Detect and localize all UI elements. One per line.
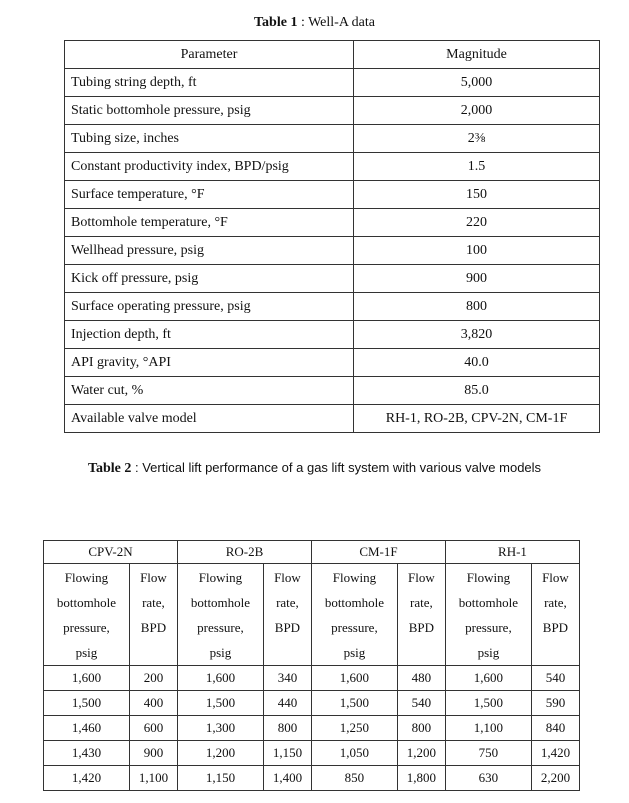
pressure-cell: 850 [311,766,397,791]
table2-caption-text: : Vertical lift performance of a gas lift system with various valve models [131,460,542,475]
pressure-cell: 1,200 [177,741,263,766]
table1-row [65,405,600,433]
valve-group-header-row [44,541,580,564]
magnitude-cell: 3,820 [354,321,600,349]
subheader-line: Flow [140,570,167,585]
flow-rate-cell: 800 [263,716,311,741]
pressure-cell: 750 [445,741,531,766]
flow-rate-cell: 600 [129,716,177,741]
subheader-line: rate, [544,595,567,610]
rate-subheader [531,564,579,666]
magnitude-cell: 220 [354,209,600,237]
group-header-cm-1f: CM-1F [311,541,445,564]
subheader-line: Flow [274,570,301,585]
subheader-line: pressure, [331,620,378,635]
magnitude-cell: 40.0 [354,349,600,377]
flow-rate-cell: 1,400 [263,766,311,791]
pressure-cell: 1,500 [177,691,263,716]
table1-body [65,69,600,433]
flow-rate-cell: 340 [263,666,311,691]
subheader-line: Flowing [466,570,511,585]
table1-row [65,377,600,405]
pressure-cell: 1,460 [44,716,130,741]
rate-subheader [397,564,445,666]
flow-rate-cell: 1,200 [397,741,445,766]
subheader-line: rate, [142,595,165,610]
table1-row [65,209,600,237]
flow-rate-cell: 480 [397,666,445,691]
subheader-line: pressure, [465,620,512,635]
table1-row [65,265,600,293]
magnitude-cell: 2⅜ [354,125,600,153]
magnitude-cell: 150 [354,181,600,209]
parameter-cell: Tubing size, inches [65,125,354,153]
pressure-cell: 1,150 [177,766,263,791]
pressure-cell: 1,100 [445,716,531,741]
rate-subheader [263,564,311,666]
subheader-line: pressure, [197,620,244,635]
table2-row [44,766,580,791]
pressure-cell: 1,500 [445,691,531,716]
subheader-line: bottomhole [56,595,117,610]
subheader-line: psig [75,645,98,660]
rate-subheader [129,564,177,666]
magnitude-cell: RH-1, RO-2B, CPV-2N, CM-1F [354,405,600,433]
table1-row [65,293,600,321]
group-header-cpv-2n: CPV-2N [44,541,178,564]
pressure-subheader [311,564,397,666]
magnitude-cell: 2,000 [354,97,600,125]
pressure-cell: 1,600 [311,666,397,691]
magnitude-cell: 5,000 [354,69,600,97]
subheader-line: BPD [542,620,569,635]
parameter-cell: Available valve model [65,405,354,433]
flow-rate-cell: 1,800 [397,766,445,791]
table1-header-row [65,41,600,69]
subheader-line: BPD [274,620,301,635]
pressure-cell: 1,500 [311,691,397,716]
flow-rate-cell: 400 [129,691,177,716]
table1-caption [0,15,629,31]
pressure-cell: 1,600 [445,666,531,691]
pressure-cell: 1,420 [44,766,130,791]
group-header-rh-1: RH-1 [445,541,579,564]
parameter-cell: Kick off pressure, psig [65,265,354,293]
table2-row [44,691,580,716]
table1-row [65,349,600,377]
table2-caption [0,460,629,477]
table1-row [65,321,600,349]
subheader-line: BPD [408,620,435,635]
table1-row [65,181,600,209]
flow-rate-cell: 440 [263,691,311,716]
parameter-cell: Bottomhole temperature, °F [65,209,354,237]
pressure-cell: 1,250 [311,716,397,741]
subheader-line: pressure, [63,620,110,635]
parameter-cell: Static bottomhole pressure, psig [65,97,354,125]
table1-caption-text: : Well-A data [297,15,375,30]
pressure-subheader [44,564,130,666]
subheader-line: Flowing [332,570,377,585]
magnitude-cell: 100 [354,237,600,265]
pressure-cell: 1,300 [177,716,263,741]
flow-rate-cell: 2,200 [531,766,579,791]
flow-rate-cell: 840 [531,716,579,741]
parameter-cell: Wellhead pressure, psig [65,237,354,265]
parameter-cell: API gravity, °API [65,349,354,377]
magnitude-cell: 1.5 [354,153,600,181]
subheader-line: Flow [542,570,569,585]
subheader-line: psig [343,645,366,660]
subheader-line: bottomhole [190,595,251,610]
subheader-line: rate, [410,595,433,610]
parameter-cell: Tubing string depth, ft [65,69,354,97]
subheader-line: rate, [276,595,299,610]
table1-row [65,153,600,181]
table2-row [44,716,580,741]
well-a-data-table [64,40,600,433]
subheader-line: Flow [408,570,435,585]
pressure-subheader [177,564,263,666]
column-subheader-row [44,564,580,666]
pressure-cell: 1,600 [177,666,263,691]
flow-rate-cell: 1,150 [263,741,311,766]
magnitude-cell: 900 [354,265,600,293]
flow-rate-cell: 900 [129,741,177,766]
table1-row [65,69,600,97]
subheader-line: psig [209,645,232,660]
parameter-cell: Surface temperature, °F [65,181,354,209]
parameter-header: Parameter [65,41,354,69]
parameter-cell: Surface operating pressure, psig [65,293,354,321]
parameter-cell: Injection depth, ft [65,321,354,349]
flow-rate-cell: 800 [397,716,445,741]
table1-row [65,125,600,153]
flow-rate-cell: 1,100 [129,766,177,791]
group-header-ro-2b: RO-2B [177,541,311,564]
subheader-line: Flowing [198,570,243,585]
table1-caption-label: Table 1 [254,15,298,30]
table1-row [65,97,600,125]
subheader-line: bottomhole [324,595,385,610]
parameter-cell: Water cut, % [65,377,354,405]
pressure-cell: 1,050 [311,741,397,766]
magnitude-cell: 800 [354,293,600,321]
pressure-cell: 630 [445,766,531,791]
table2-row [44,741,580,766]
vertical-lift-performance-table [43,540,580,791]
magnitude-cell: 85.0 [354,377,600,405]
parameter-cell: Constant productivity index, BPD/psig [65,153,354,181]
pressure-subheader [445,564,531,666]
subheader-line: bottomhole [458,595,519,610]
magnitude-header: Magnitude [354,41,600,69]
pressure-cell: 1,600 [44,666,130,691]
flow-rate-cell: 200 [129,666,177,691]
pressure-cell: 1,500 [44,691,130,716]
subheader-line: BPD [140,620,167,635]
subheader-line: psig [477,645,500,660]
flow-rate-cell: 540 [397,691,445,716]
subheader-line: Flowing [64,570,109,585]
table1-row [65,237,600,265]
pressure-cell: 1,430 [44,741,130,766]
table2-caption-label: Table 2 [87,461,132,476]
table2-body [44,666,580,791]
flow-rate-cell: 590 [531,691,579,716]
table2-row [44,666,580,691]
flow-rate-cell: 540 [531,666,579,691]
flow-rate-cell: 1,420 [531,741,579,766]
